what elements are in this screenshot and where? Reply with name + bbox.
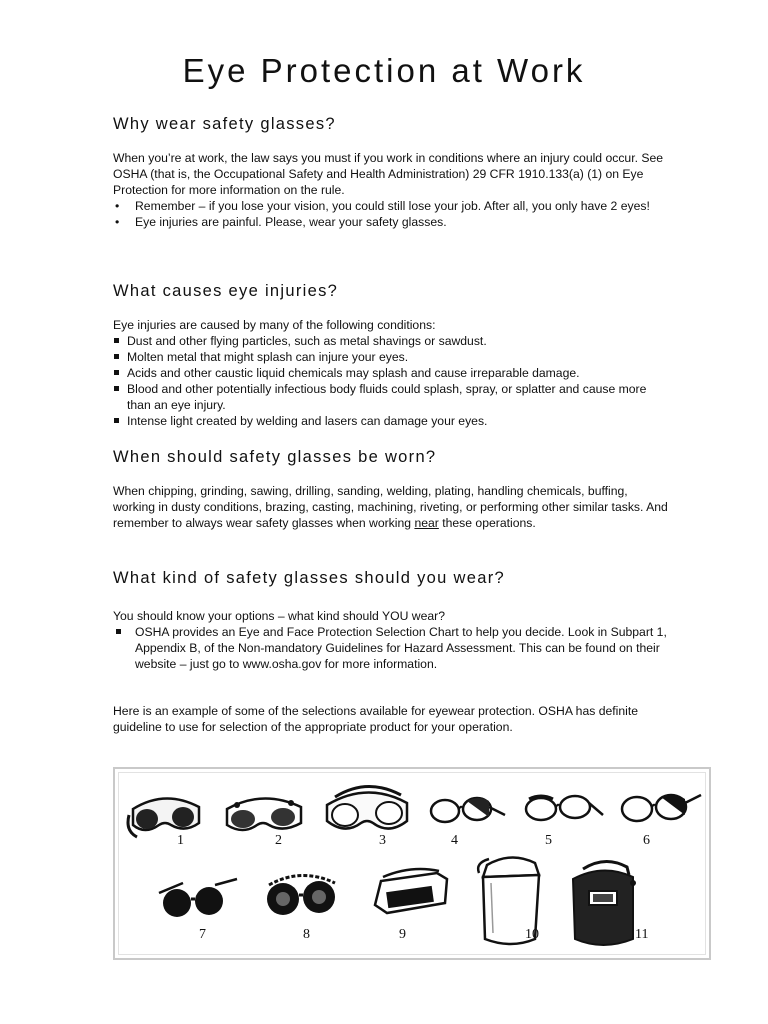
welding-goggles-icon (367, 865, 451, 923)
paragraph: When you’re at work, the law says you must if you work in conditions where an injury could occur. See OSHA (that is, the Occupational Safety and Health Administration) 29 CFR 1910.133(a) (1) on Eye Protection for more information on the rule. (113, 151, 664, 197)
item-number: 1 (177, 833, 184, 848)
paragraph: Eye injuries are caused by many of the following conditions: (113, 318, 436, 332)
page-title: Eye Protection at Work (182, 52, 586, 89)
item-number: 6 (643, 833, 650, 848)
list-item: Blood and other potentially infectious body fluids could splash, spray, or splatter and cause more than an eye injury. (113, 381, 673, 413)
paragraph-text: these operations. (438, 516, 536, 530)
item-number: 9 (399, 927, 406, 942)
bullet-list (113, 333, 673, 429)
item-number: 5 (545, 833, 552, 848)
paragraph (113, 483, 673, 531)
goggles-icon (221, 789, 307, 841)
paragraph: You should know your options – what kind should YOU wear? (113, 609, 445, 623)
welding-helmet-icon (563, 855, 643, 953)
item-number: 8 (303, 927, 310, 942)
section-heading: What causes eye injuries? (113, 282, 339, 300)
bullet-list (113, 198, 673, 230)
item-number: 11 (635, 927, 649, 942)
section-heading: Why wear safety glasses? (113, 115, 336, 133)
section-body (113, 608, 673, 672)
list-item: Molten metal that might splash can injure your eyes. (113, 349, 673, 365)
list-item: Dust and other flying particles, such as metal shavings or sawdust. (113, 333, 673, 349)
list-item: • Eye injuries are painful. Please, wear your safety glasses. (113, 214, 673, 230)
welding-goggles-icon (153, 873, 239, 925)
item-number: 3 (379, 833, 386, 848)
paragraph-text: When chipping, grinding, sawing, drilling, sanding, welding, plating, handling chemicals, buffing, working in dusty conditions, brazing, casting, machining, riveting, or performing other similar tasks. And remember to always wear safety glasses when working (113, 484, 668, 530)
welding-goggles-icon (259, 865, 349, 923)
item-number: 7 (199, 927, 206, 942)
section-heading: When should safety glasses be worn? (113, 448, 437, 466)
goggles-icon (125, 787, 207, 843)
item-number: 4 (451, 833, 458, 848)
glasses-icon (521, 789, 605, 831)
goggles-icon (321, 781, 413, 843)
section-body (113, 150, 673, 230)
item-number: 10 (525, 927, 539, 942)
eyewear-figure (113, 767, 711, 960)
list-item: OSHA provides an Eye and Face Protection Selection Chart to help you decide. Look in Subpart 1, Appendix B, of the Non-mandatory Guidelines for Hazard Assessment. This can be found on their website – just go to www.osha.gov for more information. (113, 624, 673, 672)
list-item: Acids and other caustic liquid chemicals may splash and cause irreparable damage. (113, 365, 673, 381)
item-number: 2 (275, 833, 282, 848)
section-heading: What kind of safety glasses should you wear? (113, 569, 505, 587)
section-body (113, 317, 673, 429)
emphasis-text: near (414, 516, 439, 530)
list-item: • Remember – if you lose your vision, you could still lose your job. After all, you only have 2 eyes! (113, 198, 673, 214)
list-item: Intense light created by welding and lasers can damage your eyes. (113, 413, 673, 429)
glasses-icon (427, 791, 507, 831)
glasses-icon (617, 787, 703, 831)
paragraph: Here is an example of some of the selections available for eyewear protection. OSHA has definite guideline to use for selection of the appropriate product for your operation. (113, 704, 639, 734)
bullet-list (113, 624, 673, 672)
